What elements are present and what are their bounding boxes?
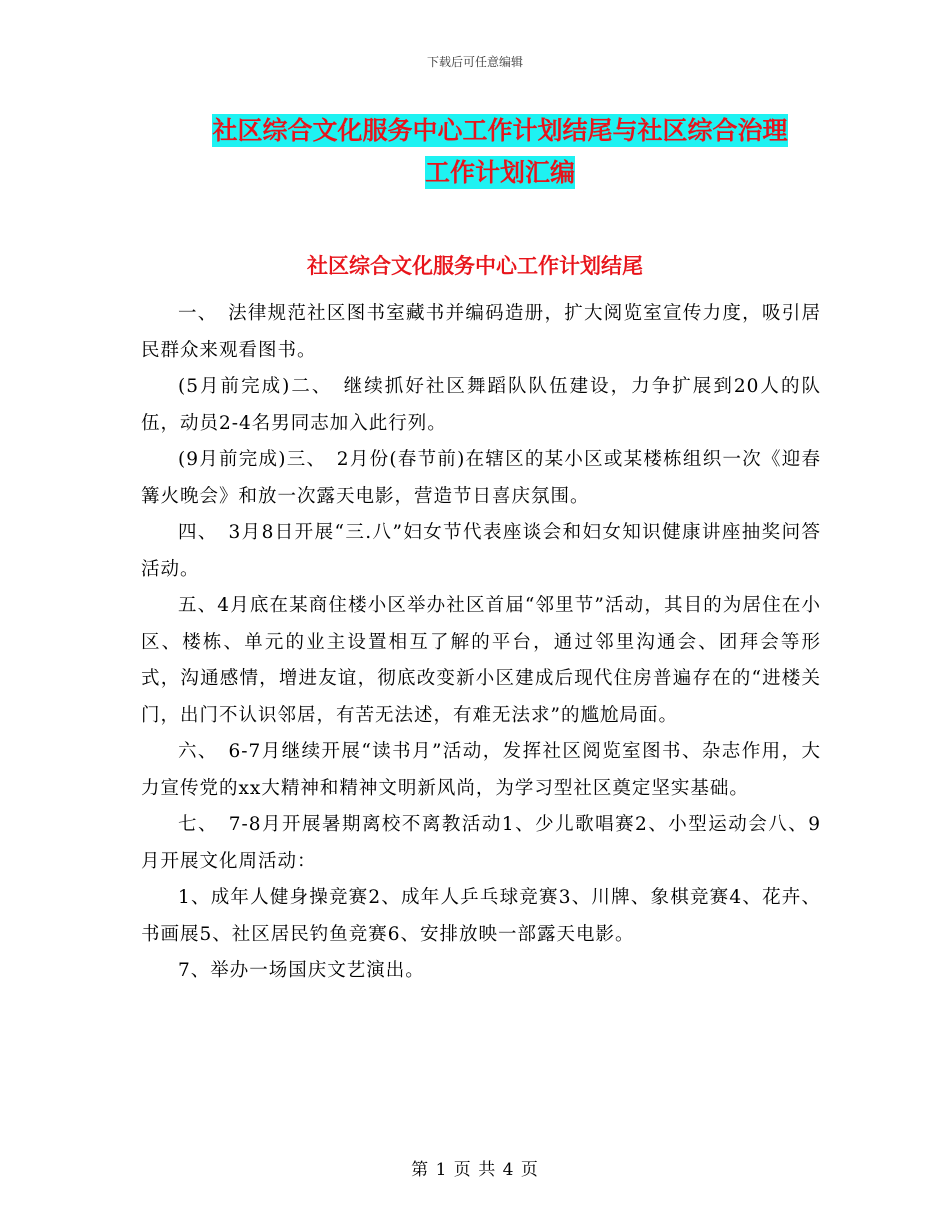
paragraph: 六、 6-7月继续开展“读书月”活动，发挥社区阅览室图书、杂志作用，大力宣传党的xx大精神和精神文明新风尚，为学习型社区奠定坚实基础。 [141, 741, 821, 799]
body-text [141, 296, 821, 990]
paragraph: 一、 法律规范社区图书室藏书并编码造册，扩大阅览室宣传力度，吸引居民群众来观看图书。 [141, 303, 821, 361]
document-title [140, 110, 860, 194]
paragraph: 1、成年人健身操竞赛2、成年人乒乓球竞赛3、川牌、象棋竞赛4、花卉、书画展5、社区居民钓鱼竞赛6、安排放映一部露天电影。 [141, 887, 821, 945]
paragraph: 7、举办一场国庆文艺演出。 [178, 960, 425, 981]
paragraph: (5月前完成)二、 继续抓好社区舞蹈队队伍建设，力争扩展到20人的队伍，动员2-4名男同志加入此行列。 [141, 376, 821, 434]
section-title: 社区综合文化服务中心工作计划结尾 [307, 254, 643, 278]
paragraph: 五、4月底在某商住楼小区举办社区首届“邻里节”活动，其目的为居住在小区、楼栋、单元的业主设置相互了解的平台，通过邻里沟通会、团拜会等形式，沟通感情，增进友谊，彻底改变新小区建成后现代住房普遍存在的“进楼关门，出门不认识邻居，有苦无法述，有难无法求”的尴尬局面。 [141, 595, 821, 726]
paragraph: 七、 7-8月开展暑期离校不离教活动1、少儿歌唱赛2、小型运动会八、9月开展文化周活动： [141, 814, 821, 872]
title-line-1: 社区综合文化服务中心工作计划结尾与社区综合治理 [212, 116, 788, 145]
page-number: 第 1 页 共 4 页 [411, 1160, 539, 1180]
title-line-2: 工作计划汇编 [424, 158, 575, 187]
paragraph: (9月前完成)三、 2月份(春节前)在辖区的某小区或某楼栋组织一次《迎春篝火晚会》和放一次露天电影，营造节日喜庆氛围。 [141, 449, 821, 507]
paragraph: 四、 3月8日开展“三.八”妇女节代表座谈会和妇女知识健康讲座抽奖问答活动。 [141, 522, 821, 580]
header-note: 下载后可任意编辑 [426, 55, 523, 69]
